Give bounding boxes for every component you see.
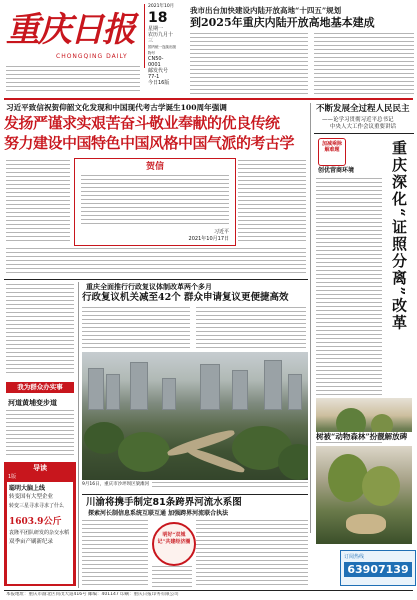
lead-story-text-right — [238, 160, 306, 244]
issue-info-3: CN50-0001 — [148, 56, 164, 68]
subscription-box — [340, 550, 416, 586]
photo-trees-4 — [278, 444, 308, 480]
bottom-text-3 — [152, 566, 192, 588]
footer-text: 本报地址：重庆市渝北区同茂大道416号 邮编：401147 印刷：重庆日报印务有限公司 — [6, 592, 179, 597]
photo-building-6 — [232, 370, 248, 410]
guide-inner — [7, 482, 73, 584]
greeting-signoff: 习近平 — [213, 229, 229, 235]
masthead-left-text — [6, 66, 140, 94]
tree-photo-2 — [316, 446, 412, 544]
bottom-headline[interactable]: 川渝将携手制定81条跨界河流水系图 — [86, 497, 242, 508]
bottom-rule — [82, 494, 308, 495]
phone-label: 订阅热线 — [344, 554, 365, 560]
footer-rule — [4, 590, 413, 591]
greeting-date: 2021年10月17日 — [188, 236, 229, 242]
issue-day: 18 — [148, 10, 168, 26]
bottom-text-2 — [196, 520, 308, 588]
lead-story-headline-2[interactable]: 努力建设中国特色中国风格中国气派的考古学 — [4, 134, 295, 152]
main-photo — [82, 352, 308, 480]
guide-item-3[interactable]: 转变三星寻求寻求了什么 — [9, 503, 65, 509]
guide-item-2[interactable]: 转变国有大型企业 — [9, 494, 54, 500]
right-heading: 创优营商环境 — [318, 167, 355, 174]
guide-box — [4, 462, 76, 586]
masthead-title: 重庆日报 — [6, 10, 134, 50]
series-tag — [318, 138, 346, 166]
right-column-divider — [310, 103, 311, 533]
vertical-headline-text: 重庆深化“证照分离”改革 — [390, 140, 408, 332]
guide-item-5[interactable]: 袁隆平团队研发的杂交水稻 — [9, 530, 70, 536]
series-tag-text: 加减乘除 解难题 — [321, 141, 342, 153]
guide-item-6[interactable]: 双季亩产刷新纪录 — [9, 539, 54, 545]
reform-text-2 — [196, 307, 306, 349]
photo-building-2 — [106, 374, 120, 410]
masthead-rule — [4, 98, 413, 100]
photo-building-1 — [88, 368, 104, 410]
photo-trees-2 — [118, 432, 170, 472]
right-rule-1 — [314, 133, 414, 134]
vertical-headline[interactable] — [388, 140, 412, 390]
lead-story-headline-1[interactable]: 发扬严谨求实艰苦奋斗敬业奉献的优良传统 — [4, 114, 280, 132]
top-story-kicker: 我市出台加快建设内陆开放高地“十四五”规划 — [190, 6, 342, 15]
top-story-text-2 — [314, 33, 414, 97]
issue-info-4: 邮发代号77-1 — [148, 68, 169, 80]
greeting-text — [81, 175, 229, 227]
lead-story-text-left — [6, 160, 70, 244]
reform-headline[interactable]: 行政复议机关减至42个 群众申请复议更便捷高效 — [82, 292, 289, 303]
masthead-pinyin: CHONGQING DAILY — [56, 53, 128, 60]
photo-building-5 — [200, 364, 220, 410]
photo-building-7 — [264, 360, 282, 410]
sidebar-item-text — [6, 410, 74, 458]
reform-kicker: 重庆全面推行行政复议体制改革两个多月 — [86, 282, 212, 291]
greeting-title: 贺信 — [145, 162, 164, 172]
photo-building-3 — [130, 362, 148, 410]
tree-crown-3 — [328, 454, 368, 502]
guide-item-1[interactable]: 聪明大脑上线 — [9, 485, 46, 492]
sidebar-tag — [6, 382, 74, 393]
reform-rule — [4, 279, 308, 280]
lead-story-kicker: 习近平致信祝贺仰韶文化发现和中国现代考古学诞生100周年强调 — [6, 103, 227, 112]
issue-info-2: 国内统一连续出版物号 — [148, 45, 176, 55]
tree-ground — [346, 514, 386, 534]
guide-item-4[interactable]: 1603.9公斤 — [9, 517, 62, 527]
bottom-badge-text: 明好“双城记”共建经济圈 — [157, 532, 191, 545]
reform-text-1 — [82, 307, 190, 349]
issue-info-1: 农历九月十三 — [148, 32, 174, 44]
right-sub-1: ——论学习贯彻习近平总书记 — [322, 117, 394, 123]
date-box — [144, 4, 176, 86]
sidebar-item-title[interactable]: 河道黄埔变步道 — [8, 398, 57, 407]
masthead-logo — [6, 8, 146, 52]
phone-number[interactable]: 63907139 — [344, 562, 412, 577]
right-sub-2: 中央人大工作会议重要讲话 — [330, 124, 397, 130]
sidebar-divider — [78, 282, 79, 588]
photo-building-8 — [288, 374, 302, 410]
tree-crown-4 — [362, 466, 400, 506]
greeting-box — [74, 158, 236, 246]
top-story-headline[interactable]: 到2025年重庆内陆开放高地基本建成 — [190, 16, 375, 29]
issue-date: 2021年10月 — [148, 4, 175, 9]
photo-building-4 — [162, 378, 176, 410]
bottom-subhead: 探索河长制信息系统互联互通 加强跨界河流联合执法 — [88, 510, 229, 517]
issue-weekday: 星期一 — [148, 26, 164, 32]
bottom-badge — [152, 522, 196, 566]
guide-page: 1版 — [8, 474, 17, 480]
top-story-text — [190, 33, 308, 97]
right-headline[interactable]: 不断发展全过程人民民主 — [316, 104, 410, 114]
issue-info-5: 今日16版 — [148, 80, 170, 86]
sidebar-tag-text: 我为群众办实事 — [17, 383, 63, 391]
photo-caption: 9月16日，重庆市沙坪坝区梁滩河 — [82, 482, 152, 488]
sidebar-top-text — [6, 284, 74, 376]
guide-tag: 导读 — [33, 463, 47, 472]
lead-story-text-lower — [6, 248, 306, 276]
tree-story-headline[interactable]: 树被“动物森林”扮靓解放碑 — [316, 432, 416, 442]
bottom-text-1 — [82, 520, 148, 588]
